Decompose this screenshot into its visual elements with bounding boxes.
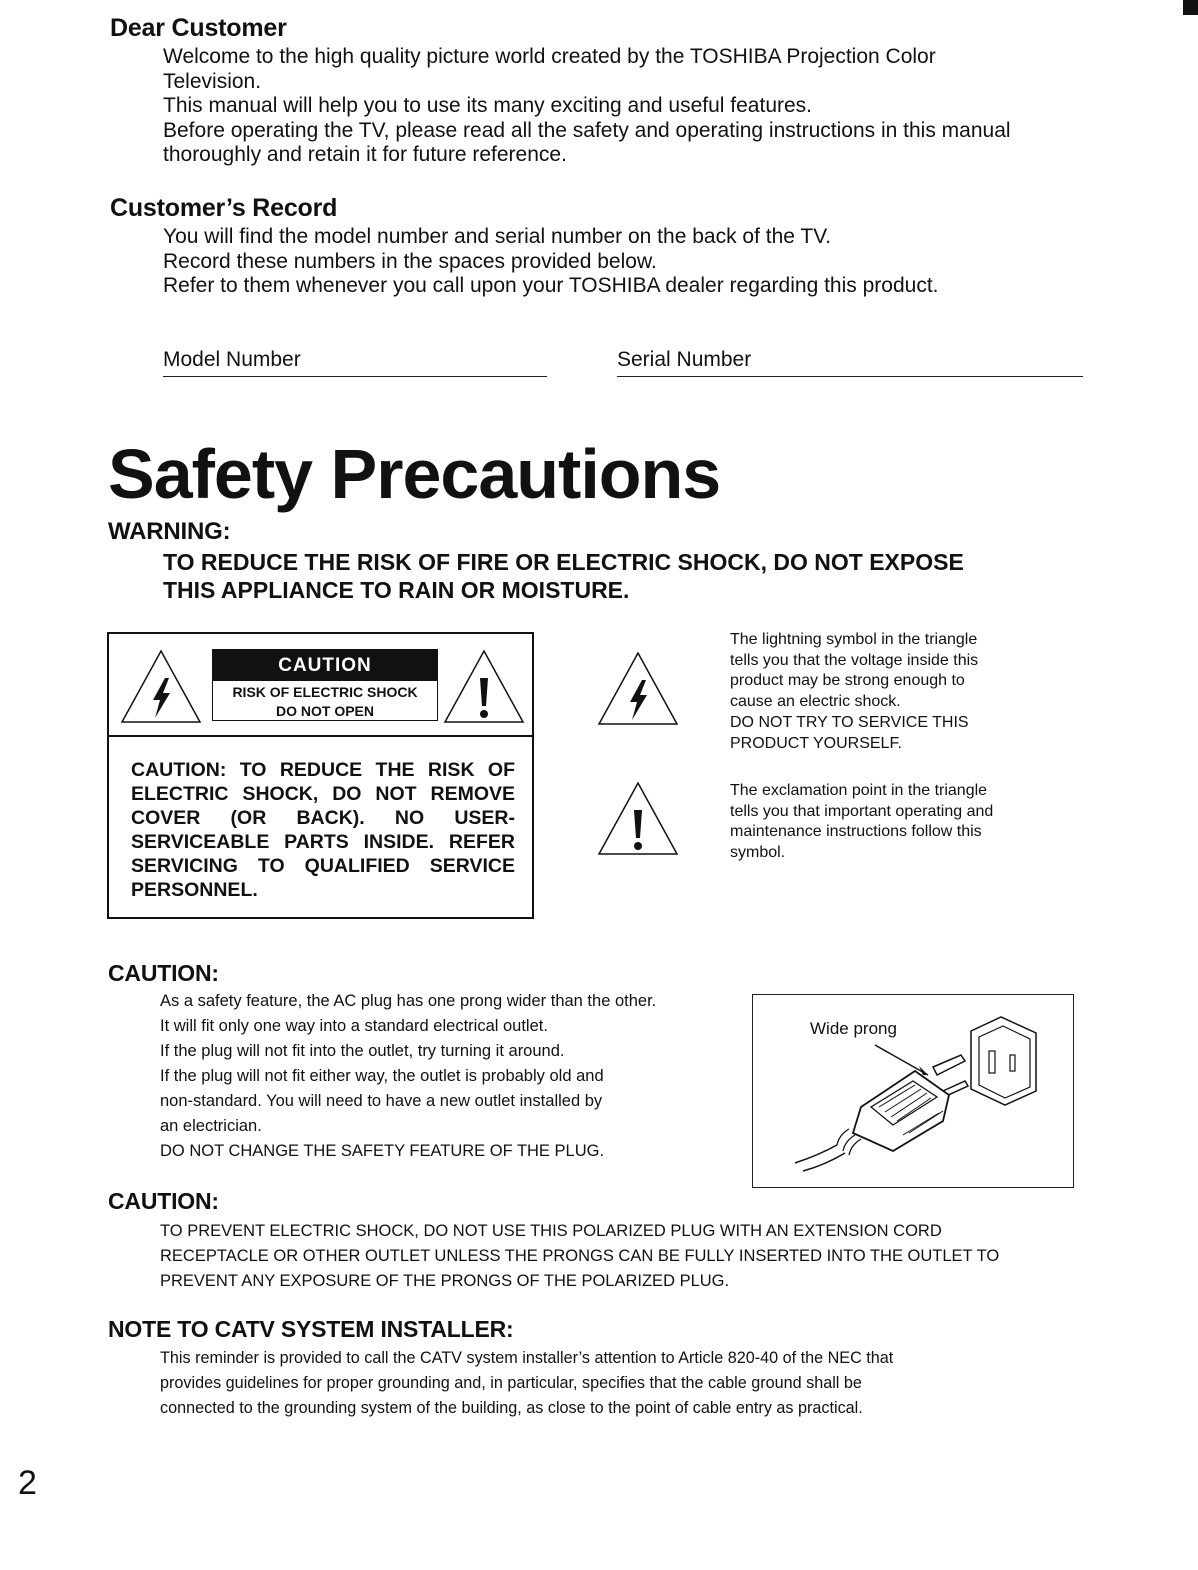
page-number: 2 [18, 1464, 37, 1502]
page-title: Safety Precautions [108, 435, 721, 513]
customers-record-text: You will find the model number and serial number on the back of the TV. Record these numbers in the spaces provided below. Refer to them whenever you call upon your TOSHIBA dealer regarding this product. [163, 225, 939, 298]
model-number-label: Model Number [163, 348, 301, 371]
exclamation-triangle-icon [596, 780, 680, 858]
caution-sticker [212, 649, 438, 721]
catv-note-heading: NOTE TO CATV SYSTEM INSTALLER: [108, 1316, 514, 1342]
caution-plug-text: As a safety feature, the AC plug has one prong wider than the other. It will fit only one way into a standard electrical outlet. If the plug will not fit into the outlet, try turning it around. If the plug will not fit either way, the outlet is probably old and non-standard. You will need to have a new outlet installed by an electrician. DO NOT CHANGE THE SAFETY FEATURE OF THE PLUG. [160, 992, 657, 1160]
serial-number-label: Serial Number [617, 348, 752, 371]
caution-sticker-text: RISK OF ELECTRIC SHOCK DO NOT OPEN [232, 684, 418, 719]
warning-text: TO REDUCE THE RISK OF FIRE OR ELECTRIC SHOCK, DO NOT EXPOSE THIS APPLIANCE TO RAIN OR MOISTURE. [163, 549, 964, 603]
warning-heading: WARNING: [108, 518, 231, 545]
lightning-triangle-icon [119, 648, 203, 726]
dear-customer-text: Welcome to the high quality picture world created by the TOSHIBA Projection Color Television. This manual will help you to use its many exciting and useful features. Before operating the TV, please read all the safety and operating instructions in this manual thoroughly and retain it for future reference. [163, 45, 1011, 167]
wide-prong-label: Wide prong [810, 1019, 897, 1038]
caution-label-body: CAUTION: TO REDUCE THE RISK OF ELECTRIC SHOCK, DO NOT REMOVE COVER (OR BACK). NO USER- SERVICEABLE PARTS INSIDE. REFER SERVICING TO QUALIFIED SERVICE PERSONNEL. [131, 759, 515, 901]
model-number-line [163, 376, 547, 377]
caution-label-box [107, 632, 534, 919]
caution-polarized-heading: CAUTION: [108, 1188, 219, 1214]
customers-record-heading: Customer’s Record [110, 194, 338, 222]
lightning-symbol-description: The lightning symbol in the triangle tells you that the voltage inside this product may be strong enough to cause an electric shock. DO NOT TRY TO SERVICE THIS PRODUCT YOURSELF. [730, 631, 979, 752]
polarized-plug-icon [753, 995, 1073, 1187]
corner-mark [1183, 0, 1198, 15]
caution-label-header [109, 634, 532, 737]
dear-customer-heading: Dear Customer [110, 14, 287, 42]
exclamation-triangle-icon [442, 648, 526, 726]
plug-illustration-box [752, 994, 1074, 1188]
caution-sticker-title: CAUTION [213, 650, 437, 681]
caution-polarized-text: TO PREVENT ELECTRIC SHOCK, DO NOT USE THIS POLARIZED PLUG WITH AN EXTENSION CORD RECEPTACLE OR OTHER OUTLET UNLESS THE PRONGS CAN BE FULLY INSERTED INTO THE OUTLET TO PREVENT ANY EXPOSURE OF THE PRONGS OF THE POLARIZED PLUG. [160, 1222, 1000, 1290]
serial-number-line [617, 376, 1083, 377]
caution-plug-heading: CAUTION: [108, 960, 219, 986]
catv-note-text: This reminder is provided to call the CATV system installer’s attention to Article 820-40 of the NEC that provides guidelines for proper grounding and, in particular, specifies that the cable ground shall be connected to the grounding system of the building, as close to the point of cable entry as practical. [160, 1349, 894, 1417]
lightning-triangle-icon [596, 650, 680, 728]
exclamation-symbol-description: The exclamation point in the triangle tells you that important operating and maintenance instructions follow this symbol. [730, 782, 994, 862]
